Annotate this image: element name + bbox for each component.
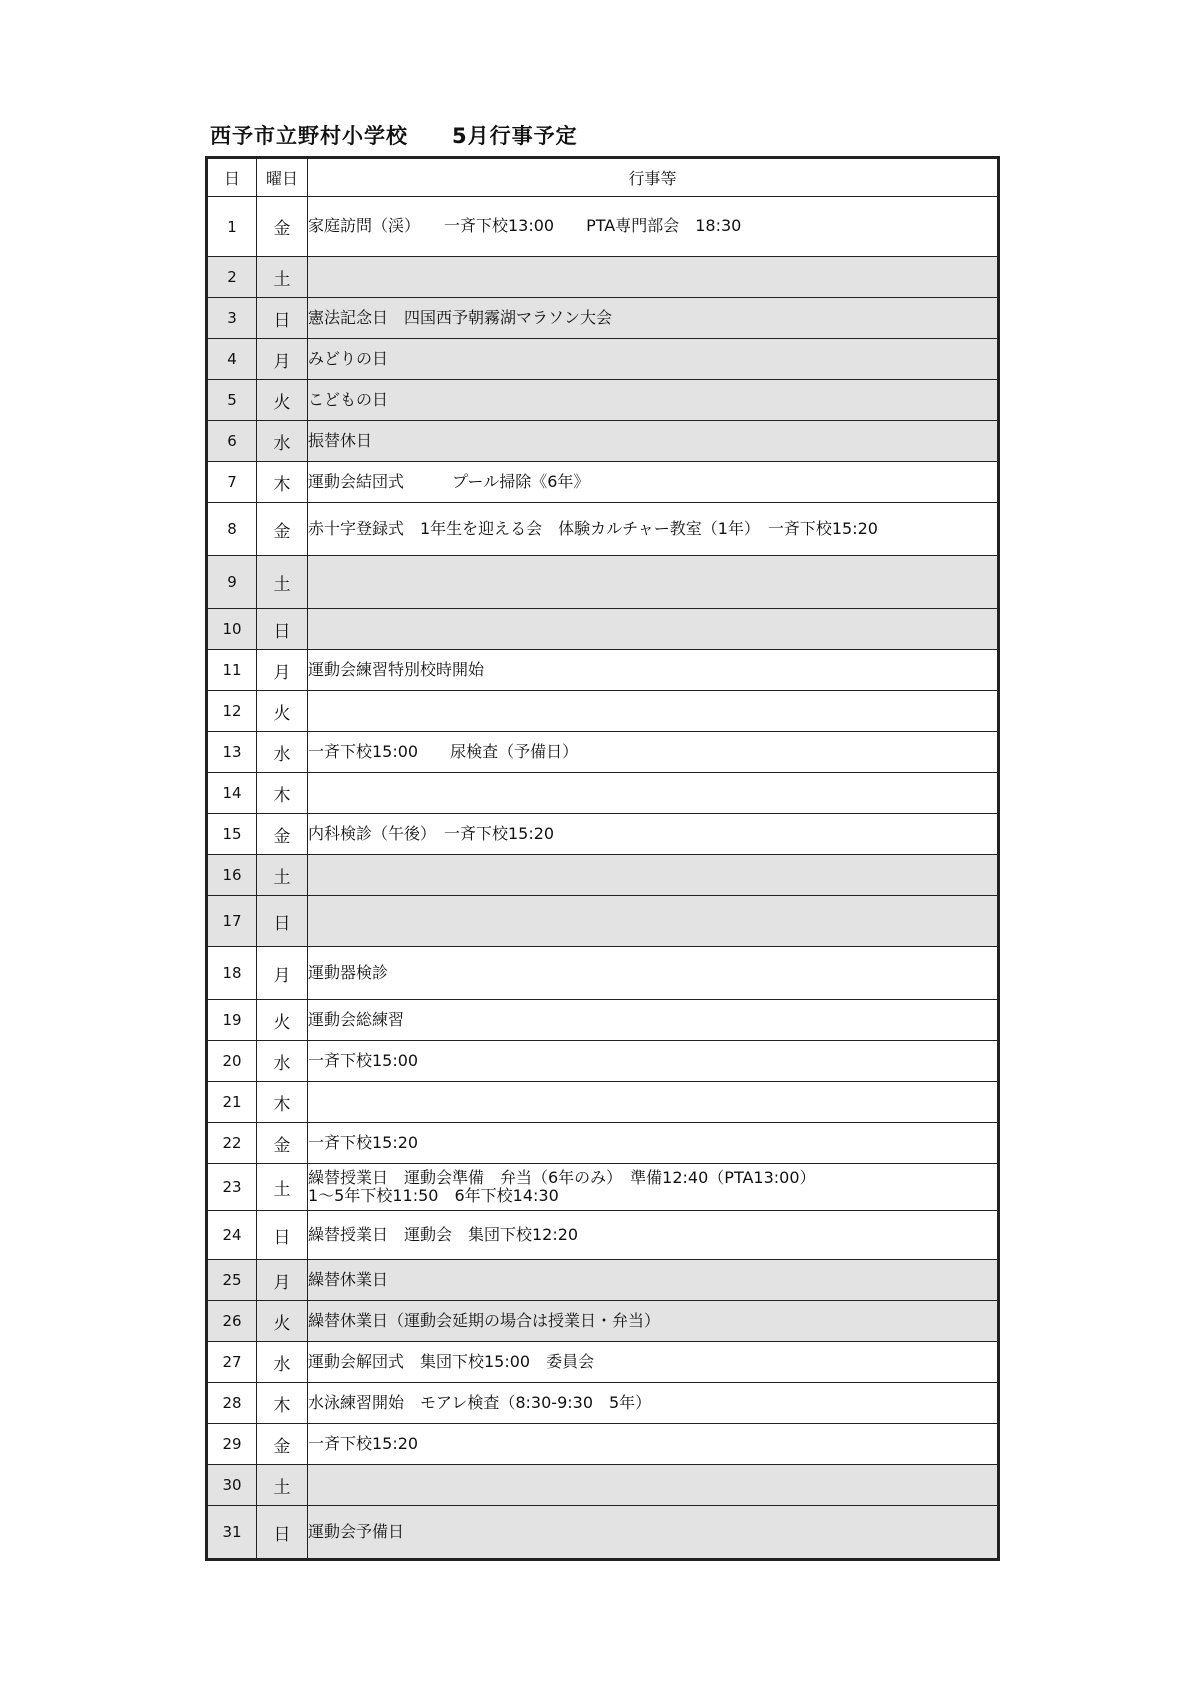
- events-cell: 繰替休業日（運動会延期の場合は授業日・弁当）: [308, 1301, 998, 1342]
- events-cell: 内科検診（午後） 一斉下校15:20: [308, 814, 998, 855]
- day-cell: 24: [208, 1211, 257, 1260]
- table-row: [208, 503, 998, 556]
- day-cell: 28: [208, 1383, 257, 1424]
- table-row: [208, 1000, 998, 1041]
- weekday-cell: 火: [257, 1000, 308, 1041]
- weekday-cell: 日: [257, 298, 308, 339]
- events-cell: 一斉下校15:00 尿検査（予備日）: [308, 732, 998, 773]
- weekday-cell: 金: [257, 503, 308, 556]
- weekday-cell: 月: [257, 650, 308, 691]
- events-cell: みどりの日: [308, 339, 998, 380]
- day-cell: 27: [208, 1342, 257, 1383]
- day-cell: 3: [208, 298, 257, 339]
- table-row: [208, 1465, 998, 1506]
- day-cell: 14: [208, 773, 257, 814]
- day-cell: 7: [208, 462, 257, 503]
- weekday-cell: 金: [257, 814, 308, 855]
- table-row: [208, 556, 998, 609]
- weekday-cell: 火: [257, 1301, 308, 1342]
- day-cell: 13: [208, 732, 257, 773]
- weekday-cell: 火: [257, 691, 308, 732]
- events-cell: [308, 556, 998, 609]
- day-cell: 23: [208, 1164, 257, 1211]
- events-cell: [308, 773, 998, 814]
- weekday-cell: 木: [257, 462, 308, 503]
- header-weekday: 曜日: [257, 159, 308, 197]
- table-row: [208, 339, 998, 380]
- weekday-cell: 水: [257, 1041, 308, 1082]
- day-cell: 10: [208, 609, 257, 650]
- events-cell: 赤十字登録式 1年生を迎える会 体験カルチャー教室（1年） 一斉下校15:20: [308, 503, 998, 556]
- day-cell: 20: [208, 1041, 257, 1082]
- page-title: 西予市立野村小学校 5月行事予定: [210, 124, 578, 148]
- weekday-cell: 月: [257, 1260, 308, 1301]
- day-cell: 29: [208, 1424, 257, 1465]
- table-row: [208, 421, 998, 462]
- events-cell: [308, 896, 998, 947]
- day-cell: 15: [208, 814, 257, 855]
- events-cell: 一斉下校15:20: [308, 1424, 998, 1465]
- weekday-cell: 日: [257, 609, 308, 650]
- table-row: [208, 773, 998, 814]
- day-cell: 9: [208, 556, 257, 609]
- table-row: [208, 197, 998, 257]
- table-row: [208, 380, 998, 421]
- events-cell: 運動会予備日: [308, 1506, 998, 1559]
- day-cell: 30: [208, 1465, 257, 1506]
- table-row: [208, 1383, 998, 1424]
- events-cell: 運動器検診: [308, 947, 998, 1000]
- day-cell: 1: [208, 197, 257, 257]
- table-row: [208, 1082, 998, 1123]
- weekday-cell: 金: [257, 1424, 308, 1465]
- table-row: [208, 947, 998, 1000]
- table-row: [208, 1211, 998, 1260]
- weekday-cell: 日: [257, 1506, 308, 1559]
- day-cell: 18: [208, 947, 257, 1000]
- day-cell: 19: [208, 1000, 257, 1041]
- table-row: [208, 1342, 998, 1383]
- events-cell: こどもの日: [308, 380, 998, 421]
- events-cell: 運動会解団式 集団下校15:00 委員会: [308, 1342, 998, 1383]
- day-cell: 11: [208, 650, 257, 691]
- table-header-row: [208, 159, 998, 197]
- weekday-cell: 水: [257, 732, 308, 773]
- weekday-cell: 土: [257, 257, 308, 298]
- weekday-cell: 水: [257, 1342, 308, 1383]
- weekday-cell: 水: [257, 421, 308, 462]
- events-cell: 運動会練習特別校時開始: [308, 650, 998, 691]
- table-row: [208, 1424, 998, 1465]
- day-cell: 8: [208, 503, 257, 556]
- table-row: [208, 650, 998, 691]
- weekday-cell: 金: [257, 1123, 308, 1164]
- events-cell: 繰替授業日 運動会 集団下校12:20: [308, 1211, 998, 1260]
- events-cell: [308, 609, 998, 650]
- day-cell: 22: [208, 1123, 257, 1164]
- weekday-cell: 土: [257, 556, 308, 609]
- schedule-body: [208, 197, 998, 1559]
- day-cell: 31: [208, 1506, 257, 1559]
- header-events: 行事等: [308, 159, 998, 197]
- weekday-cell: 木: [257, 1082, 308, 1123]
- table-row: [208, 298, 998, 339]
- events-cell: 一斉下校15:20: [308, 1123, 998, 1164]
- table-row: [208, 732, 998, 773]
- table-row: [208, 691, 998, 732]
- events-cell: [308, 1082, 998, 1123]
- weekday-cell: 木: [257, 773, 308, 814]
- events-cell: 憲法記念日 四国西予朝霧湖マラソン大会: [308, 298, 998, 339]
- table-row: [208, 1041, 998, 1082]
- day-cell: 5: [208, 380, 257, 421]
- weekday-cell: 土: [257, 855, 308, 896]
- table-row: [208, 896, 998, 947]
- day-cell: 12: [208, 691, 257, 732]
- events-cell: 繰替授業日 運動会準備 弁当（6年のみ） 準備12:40（PTA13:00） 1～5年下校11:50 6年下校14:30: [308, 1164, 998, 1211]
- table-row: [208, 855, 998, 896]
- weekday-cell: 月: [257, 339, 308, 380]
- table-row: [208, 1260, 998, 1301]
- weekday-cell: 月: [257, 947, 308, 1000]
- header-day: 日: [208, 159, 257, 197]
- events-cell: 振替休日: [308, 421, 998, 462]
- day-cell: 26: [208, 1301, 257, 1342]
- table-row: [208, 1301, 998, 1342]
- events-cell: 家庭訪問（渓） 一斉下校13:00 PTA専門部会 18:30: [308, 197, 998, 257]
- day-cell: 4: [208, 339, 257, 380]
- table-row: [208, 814, 998, 855]
- table-row: [208, 609, 998, 650]
- weekday-cell: 木: [257, 1383, 308, 1424]
- weekday-cell: 日: [257, 1211, 308, 1260]
- table-row: [208, 1123, 998, 1164]
- events-cell: [308, 855, 998, 896]
- table-row: [208, 1164, 998, 1211]
- day-cell: 17: [208, 896, 257, 947]
- table-row: [208, 1506, 998, 1559]
- events-cell: [308, 691, 998, 732]
- day-cell: 6: [208, 421, 257, 462]
- day-cell: 16: [208, 855, 257, 896]
- weekday-cell: 土: [257, 1164, 308, 1211]
- table-row: [208, 257, 998, 298]
- events-cell: 一斉下校15:00: [308, 1041, 998, 1082]
- day-cell: 21: [208, 1082, 257, 1123]
- day-cell: 2: [208, 257, 257, 298]
- schedule-table: [207, 158, 998, 1559]
- events-cell: 水泳練習開始 モアレ検査（8:30-9:30 5年）: [308, 1383, 998, 1424]
- table-row: [208, 462, 998, 503]
- events-cell: [308, 1465, 998, 1506]
- weekday-cell: 火: [257, 380, 308, 421]
- events-cell: 運動会結団式 プール掃除《6年》: [308, 462, 998, 503]
- weekday-cell: 金: [257, 197, 308, 257]
- day-cell: 25: [208, 1260, 257, 1301]
- events-cell: 運動会総練習: [308, 1000, 998, 1041]
- weekday-cell: 土: [257, 1465, 308, 1506]
- events-cell: 繰替休業日: [308, 1260, 998, 1301]
- weekday-cell: 日: [257, 896, 308, 947]
- events-cell: [308, 257, 998, 298]
